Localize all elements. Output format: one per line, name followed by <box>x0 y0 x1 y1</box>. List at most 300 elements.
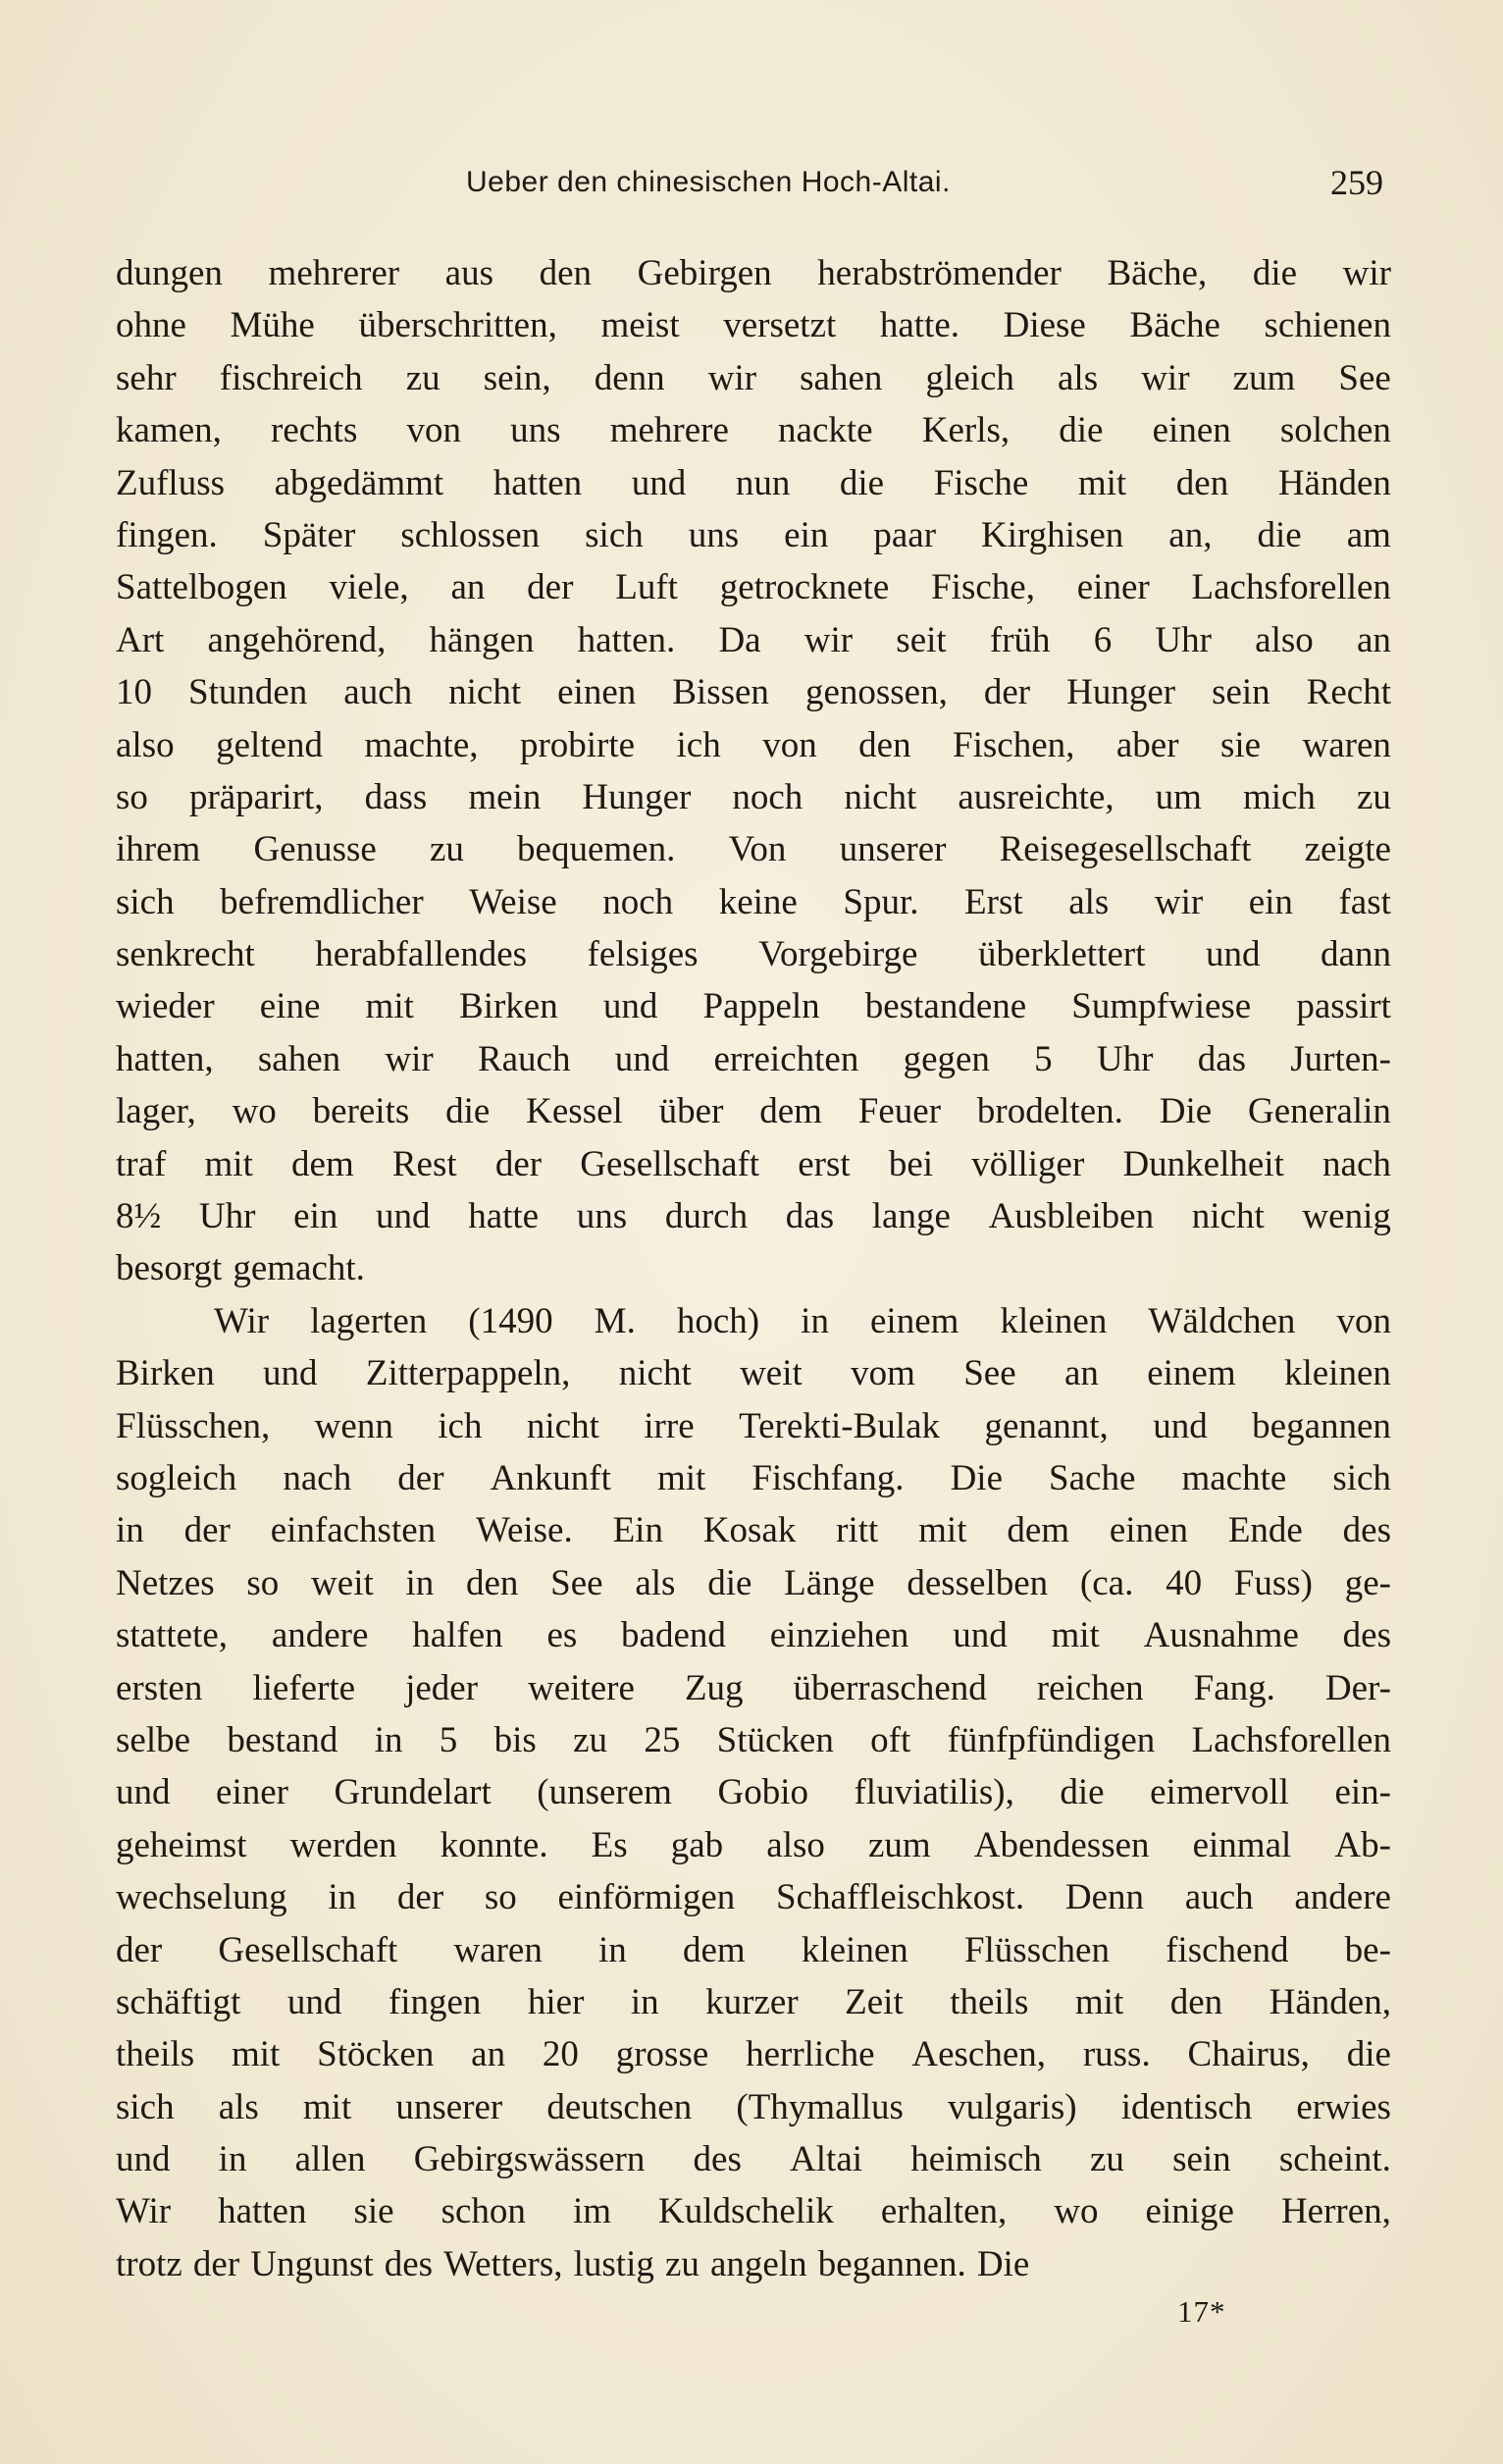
text-word: 10 <box>116 672 152 713</box>
text-word: Fuss) <box>1233 1562 1313 1603</box>
text-word: Uhr <box>1096 1038 1154 1079</box>
text-word: mein <box>468 776 542 817</box>
text-word: ein <box>1248 881 1293 922</box>
text-word: besorgt <box>116 1248 223 1289</box>
text-line <box>116 823 1391 875</box>
text-word: den <box>858 724 911 765</box>
text-word: erhalten, <box>880 2191 1008 2232</box>
text-line <box>116 1138 1391 1190</box>
text-word: Länge <box>784 1562 875 1603</box>
text-word: Der- <box>1324 1667 1391 1708</box>
text-word: badend <box>621 1615 726 1656</box>
text-word: 40 <box>1166 1562 1203 1603</box>
text-line <box>116 509 1391 561</box>
text-word: als <box>1068 881 1110 922</box>
text-word: zeigte <box>1304 829 1391 870</box>
text-word: Lachsforellen <box>1191 567 1391 608</box>
text-word: Kessel <box>526 1091 623 1132</box>
text-word: Bäche, <box>1107 253 1208 293</box>
text-word: schlossen <box>400 514 541 555</box>
text-word: Diese <box>1003 305 1086 346</box>
text-line <box>116 1871 1391 1923</box>
text-word: angehörend, <box>207 619 387 660</box>
text-word: aber <box>1115 724 1179 765</box>
text-word: ausreichte, <box>958 776 1114 817</box>
text-word: herabfallendes <box>315 934 528 975</box>
text-word: waren <box>1302 724 1391 765</box>
text-word: genannt, <box>984 1405 1109 1446</box>
text-word: hatten. <box>577 619 676 660</box>
text-word: unserer <box>395 2086 503 2127</box>
text-word: Stunden <box>188 672 308 713</box>
text-word: Birken <box>459 986 558 1027</box>
text-word: früh <box>989 619 1051 660</box>
text-word: herabströmender <box>817 253 1062 293</box>
text-word: nicht <box>448 672 522 713</box>
text-word: kleinen <box>1283 1353 1391 1394</box>
text-word: lange <box>871 1196 951 1237</box>
text-word: Ankunft <box>490 1457 611 1498</box>
text-word: Zeit <box>845 1981 904 2022</box>
text-line <box>116 614 1391 666</box>
text-word: solchen <box>1279 410 1391 451</box>
text-word: Die <box>976 2243 1030 2284</box>
text-word: Chairus, <box>1187 2034 1310 2075</box>
text-word: zu <box>1089 2139 1124 2180</box>
text-word: Von <box>728 829 787 870</box>
text-word: (1490 <box>468 1300 553 1341</box>
text-word: über <box>658 1091 724 1132</box>
text-word: und <box>614 1038 670 1079</box>
text-word: dem <box>759 1091 822 1132</box>
text-word: Die <box>1159 1091 1213 1132</box>
text-word: im <box>572 2191 612 2232</box>
text-word: des <box>384 2243 434 2284</box>
text-word: des <box>1342 1615 1391 1656</box>
text-word: so <box>484 1877 517 1918</box>
text-word: Ungunst <box>250 2243 374 2284</box>
text-word: kurzer <box>705 1981 799 2022</box>
text-word: grosse <box>615 2034 709 2075</box>
text-word: des <box>1342 1510 1391 1551</box>
text-word: dem <box>291 1143 354 1184</box>
text-line <box>116 1609 1391 1661</box>
text-line <box>116 299 1391 351</box>
text-word: von <box>406 410 462 451</box>
text-word: Die <box>950 1457 1003 1498</box>
text-line <box>116 1400 1391 1452</box>
text-word: halfen <box>412 1615 503 1656</box>
text-line <box>116 980 1391 1032</box>
text-word: Netzes <box>116 1562 215 1603</box>
text-line <box>116 666 1391 718</box>
text-word: und <box>1206 934 1261 975</box>
text-word: be- <box>1344 1929 1391 1970</box>
text-word: der <box>396 1877 444 1918</box>
text-word: kamen, <box>116 410 222 451</box>
text-word: Erst <box>964 881 1023 922</box>
text-word: in <box>218 2139 247 2180</box>
text-word: schon <box>441 2191 526 2232</box>
text-word: Wir <box>214 1300 270 1341</box>
text-word: waren <box>453 1929 543 1970</box>
text-word: Zufluss <box>116 462 225 503</box>
text-word: mit <box>656 1457 706 1498</box>
text-line <box>116 1976 1391 2028</box>
text-word: nackte <box>778 410 873 451</box>
text-word: das <box>785 1196 835 1237</box>
text-word: so <box>246 1562 280 1603</box>
text-word: präparirt, <box>188 776 324 817</box>
text-word: sich <box>116 2086 175 2127</box>
text-word: nicht <box>1191 1196 1265 1237</box>
text-word: mit <box>1051 1615 1100 1656</box>
text-word: wieder <box>116 986 215 1027</box>
text-word: sie <box>353 2191 394 2232</box>
text-word: um <box>1155 776 1202 817</box>
text-word: bereits <box>312 1091 410 1132</box>
text-word: wir <box>1141 357 1190 398</box>
text-line <box>116 457 1391 509</box>
text-word: wenig <box>1302 1196 1391 1237</box>
text-word: schäftigt <box>116 1981 241 2022</box>
text-word: in <box>598 1929 627 1970</box>
text-word: Später <box>262 514 356 555</box>
text-word: 8½ <box>116 1196 162 1237</box>
text-word: geheimst <box>116 1824 247 1865</box>
text-word: uns <box>688 514 740 555</box>
text-word: durch <box>664 1196 749 1237</box>
text-word: die <box>1252 253 1298 293</box>
text-word: ein <box>784 514 829 555</box>
text-word: an, <box>1168 514 1213 555</box>
text-word: Uhr <box>198 1196 256 1237</box>
text-word: Vorgebirge <box>758 934 918 975</box>
text-word: schienen <box>1264 305 1391 346</box>
text-word: befremdlicher <box>220 881 424 922</box>
text-line <box>116 1190 1391 1242</box>
text-word: gab <box>670 1824 724 1865</box>
text-word: Hunger <box>582 776 692 817</box>
text-word: Kirghisen <box>981 514 1124 555</box>
text-word: und <box>631 462 687 503</box>
text-word: Art <box>116 619 165 660</box>
text-word: seit <box>896 619 947 660</box>
text-word: 6 <box>1093 619 1113 660</box>
text-word: einziehen <box>769 1615 909 1656</box>
text-word: unserer <box>839 829 947 870</box>
text-word: also <box>766 1824 825 1865</box>
text-word: Zitterpappeln, <box>365 1353 571 1394</box>
text-word: zu <box>664 2243 700 2284</box>
text-word: an <box>450 567 486 608</box>
text-word: auch <box>343 672 413 713</box>
text-word: hängen <box>429 619 535 660</box>
text-word: Luft <box>615 567 678 608</box>
text-word: felsiges <box>587 934 699 975</box>
text-word: (unserem <box>537 1772 672 1813</box>
text-word: der <box>397 1457 444 1498</box>
text-line <box>116 2028 1391 2080</box>
text-line <box>116 771 1391 823</box>
text-word: einige <box>1145 2191 1234 2232</box>
text-word: überklettert <box>977 934 1146 975</box>
text-word: bestandene <box>864 986 1027 1027</box>
text-word: jeder <box>405 1667 479 1708</box>
text-word: Generalin <box>1248 1091 1391 1132</box>
text-word: zu <box>1356 776 1391 817</box>
text-word: herrliche <box>746 2034 875 2075</box>
text-word: hatte <box>468 1196 540 1237</box>
text-word: stattete, <box>116 1615 229 1656</box>
running-title: Ueber den chinesischen Hoch-Altai. <box>466 166 951 198</box>
text-word: dungen <box>116 253 223 293</box>
text-word: mit <box>918 1510 967 1551</box>
text-word: Kosak <box>702 1510 797 1551</box>
text-word: mehrere <box>609 410 729 451</box>
text-word: Birken <box>116 1353 215 1394</box>
text-word: keine <box>718 881 798 922</box>
text-word: fast <box>1338 881 1391 922</box>
text-word: bei <box>888 1143 934 1184</box>
text-word: Pappeln <box>702 986 820 1027</box>
text-word: selbe <box>116 1719 191 1760</box>
text-word: und <box>953 1615 1008 1656</box>
text-word: einer <box>1076 567 1150 608</box>
text-word: die <box>839 462 885 503</box>
text-word: die <box>1346 2034 1391 2075</box>
text-word: kleinen <box>801 1929 908 1970</box>
text-word: Feuer <box>857 1091 942 1132</box>
text-word: wo <box>232 1091 277 1132</box>
text-word: die <box>1060 1772 1105 1813</box>
text-word: am <box>1346 514 1391 555</box>
text-word: begannen <box>1252 1405 1391 1446</box>
text-word: andere <box>1294 1877 1391 1918</box>
running-head <box>118 157 1383 208</box>
text-word: erwies <box>1296 2086 1391 2127</box>
text-word: von <box>1336 1300 1391 1341</box>
text-word: ihrem <box>116 829 201 870</box>
text-word: mehrerer <box>268 253 400 293</box>
text-word: und <box>116 1772 171 1813</box>
text-word: See <box>550 1562 603 1603</box>
text-word: Fischfang. <box>752 1457 905 1498</box>
text-word: Gebirgen <box>637 253 772 293</box>
text-word: Es <box>591 1824 628 1865</box>
text-word: und <box>1153 1405 1208 1446</box>
text-line <box>116 1714 1391 1766</box>
text-word: Sumpfwiese <box>1071 986 1252 1027</box>
text-line <box>116 876 1391 928</box>
text-word: einen <box>557 672 637 713</box>
text-word: oft <box>870 1719 911 1760</box>
text-word: Grundelart <box>334 1772 492 1813</box>
text-word: fünfpfündigen <box>947 1719 1156 1760</box>
text-word: lager, <box>116 1091 196 1132</box>
text-line <box>116 1295 1391 1347</box>
text-word: ersten <box>116 1667 203 1708</box>
text-word: nun <box>735 462 791 503</box>
text-word: Reisegesellschaft <box>999 829 1252 870</box>
text-word: Recht <box>1306 672 1391 713</box>
text-word: scheint. <box>1278 2139 1391 2180</box>
text-word: in <box>374 1719 403 1760</box>
text-word: noch <box>732 776 803 817</box>
text-word: allen <box>294 2139 366 2180</box>
text-word: Rauch <box>477 1038 571 1079</box>
text-word: hatten, <box>116 1038 214 1079</box>
text-word: der <box>494 1143 543 1184</box>
text-word: bestand <box>227 1719 338 1760</box>
text-word: theils <box>116 2034 195 2075</box>
text-word: nicht <box>526 1405 599 1446</box>
text-word: (Thymallus <box>736 2086 904 2127</box>
text-word: die <box>1059 410 1104 451</box>
text-word: Abendessen <box>973 1824 1150 1865</box>
text-word: Weise <box>469 881 557 922</box>
text-word: mit <box>1077 462 1127 503</box>
text-word: fischend <box>1166 1929 1289 1970</box>
text-word: erreichten <box>713 1038 859 1079</box>
text-word: machte, <box>364 724 479 765</box>
text-word: Terekti-Bulak <box>739 1405 941 1446</box>
text-word: Da <box>718 619 761 660</box>
text-word: lieferte <box>252 1667 356 1708</box>
text-word: Kerls, <box>921 410 1011 451</box>
text-word: theils <box>950 1981 1029 2022</box>
signature-mark: 17* <box>1177 2294 1226 2329</box>
text-word: einmal <box>1192 1824 1292 1865</box>
text-word: Gobio <box>717 1772 808 1813</box>
text-word: wenn <box>314 1405 393 1446</box>
text-word: Wir <box>116 2191 172 2232</box>
text-word: lustig <box>573 2243 654 2284</box>
text-word: einen <box>1152 410 1231 451</box>
text-word: den <box>466 1562 519 1603</box>
text-word: konnte. <box>440 1824 548 1865</box>
text-word: der <box>983 672 1031 713</box>
text-word: an <box>471 2034 506 2075</box>
text-word: an <box>1063 1353 1099 1394</box>
text-word: irre <box>644 1405 695 1446</box>
text-word: viele, <box>329 567 409 608</box>
text-word: Bäche <box>1129 305 1220 346</box>
text-word: genossen, <box>804 672 948 713</box>
text-word: uns <box>510 410 561 451</box>
text-word: 20 <box>542 2034 579 2075</box>
text-line <box>116 1662 1391 1714</box>
text-word: brodelten. <box>976 1091 1123 1132</box>
text-word: Gebirgswässern <box>413 2139 646 2180</box>
text-line <box>116 719 1391 771</box>
text-word: einen <box>1109 1510 1188 1551</box>
text-word: angeln <box>709 2243 807 2284</box>
text-word: Altai <box>790 2139 863 2180</box>
text-word: Genusse <box>253 829 377 870</box>
text-word: wir <box>707 357 757 398</box>
text-word: ritt <box>836 1510 879 1551</box>
text-word: einem <box>870 1300 959 1341</box>
text-word: Fische <box>933 462 1029 503</box>
text-word: wechselung <box>116 1877 287 1918</box>
text-word: vom <box>851 1353 915 1394</box>
text-word: auch <box>1184 1877 1254 1918</box>
text-word: bis <box>493 1719 537 1760</box>
text-word: See <box>1338 357 1391 398</box>
text-word: getrocknete <box>719 567 890 608</box>
text-word: Stöcken <box>317 2034 435 2075</box>
text-word: in <box>116 1510 144 1551</box>
text-word: Ende <box>1227 1510 1303 1551</box>
text-word: ich <box>676 724 721 765</box>
text-word: den <box>1169 1981 1223 2022</box>
text-word: sich <box>1332 1457 1391 1498</box>
text-word: Jurten- <box>1290 1038 1391 1079</box>
text-word: desselben <box>907 1562 1049 1603</box>
text-word: Sattelbogen <box>116 567 287 608</box>
text-word: der <box>527 567 574 608</box>
text-word: in <box>801 1300 829 1341</box>
text-word: sein <box>1212 672 1270 713</box>
text-word: Uhr <box>1155 619 1212 660</box>
text-word: weit <box>740 1353 803 1394</box>
text-word: sie <box>1219 724 1262 765</box>
text-word: vulgaris) <box>948 2086 1077 2127</box>
text-word: noch <box>602 881 674 922</box>
text-word: als <box>635 1562 676 1603</box>
text-word: den <box>539 253 593 293</box>
text-word: heimisch <box>910 2139 1042 2180</box>
text-word: 25 <box>644 1719 681 1760</box>
text-line <box>116 561 1391 613</box>
text-word: Wäldchen <box>1148 1300 1296 1341</box>
text-line <box>116 2081 1391 2133</box>
text-word: fingen <box>388 1981 482 2022</box>
text-word: zu <box>429 829 464 870</box>
text-word: es <box>546 1615 578 1656</box>
text-line <box>116 404 1391 456</box>
text-word: Wetters, <box>443 2243 563 2284</box>
text-word: wir <box>1342 253 1391 293</box>
text-word: See <box>963 1353 1016 1394</box>
text-word: mit <box>1074 1981 1124 2022</box>
text-word: wir <box>385 1038 434 1079</box>
text-word: wir <box>1154 881 1204 922</box>
text-line <box>116 2238 1391 2290</box>
text-word: hier <box>527 1981 585 2022</box>
text-word: dem <box>682 1929 746 1970</box>
text-word: sogleich <box>116 1457 237 1498</box>
text-word: eine <box>259 986 321 1027</box>
text-word: wo <box>1054 2191 1099 2232</box>
text-line <box>116 2133 1391 2185</box>
text-word: Händen, <box>1269 1981 1391 2022</box>
text-word: dass <box>364 776 428 817</box>
text-word: Ausnahme <box>1143 1615 1299 1656</box>
text-word: Dunkelheit <box>1122 1143 1284 1184</box>
text-line <box>116 1033 1391 1085</box>
text-word: hatten <box>218 2191 307 2232</box>
text-word: der <box>192 2243 240 2284</box>
text-word: des <box>693 2139 742 2180</box>
text-word: und <box>602 986 658 1027</box>
text-word: Ein <box>612 1510 663 1551</box>
text-word: Ausbleiben <box>988 1196 1155 1237</box>
text-word: nicht <box>844 776 917 817</box>
text-word: Gesellschaft <box>218 1929 398 1970</box>
text-word: fingen. <box>116 514 218 555</box>
